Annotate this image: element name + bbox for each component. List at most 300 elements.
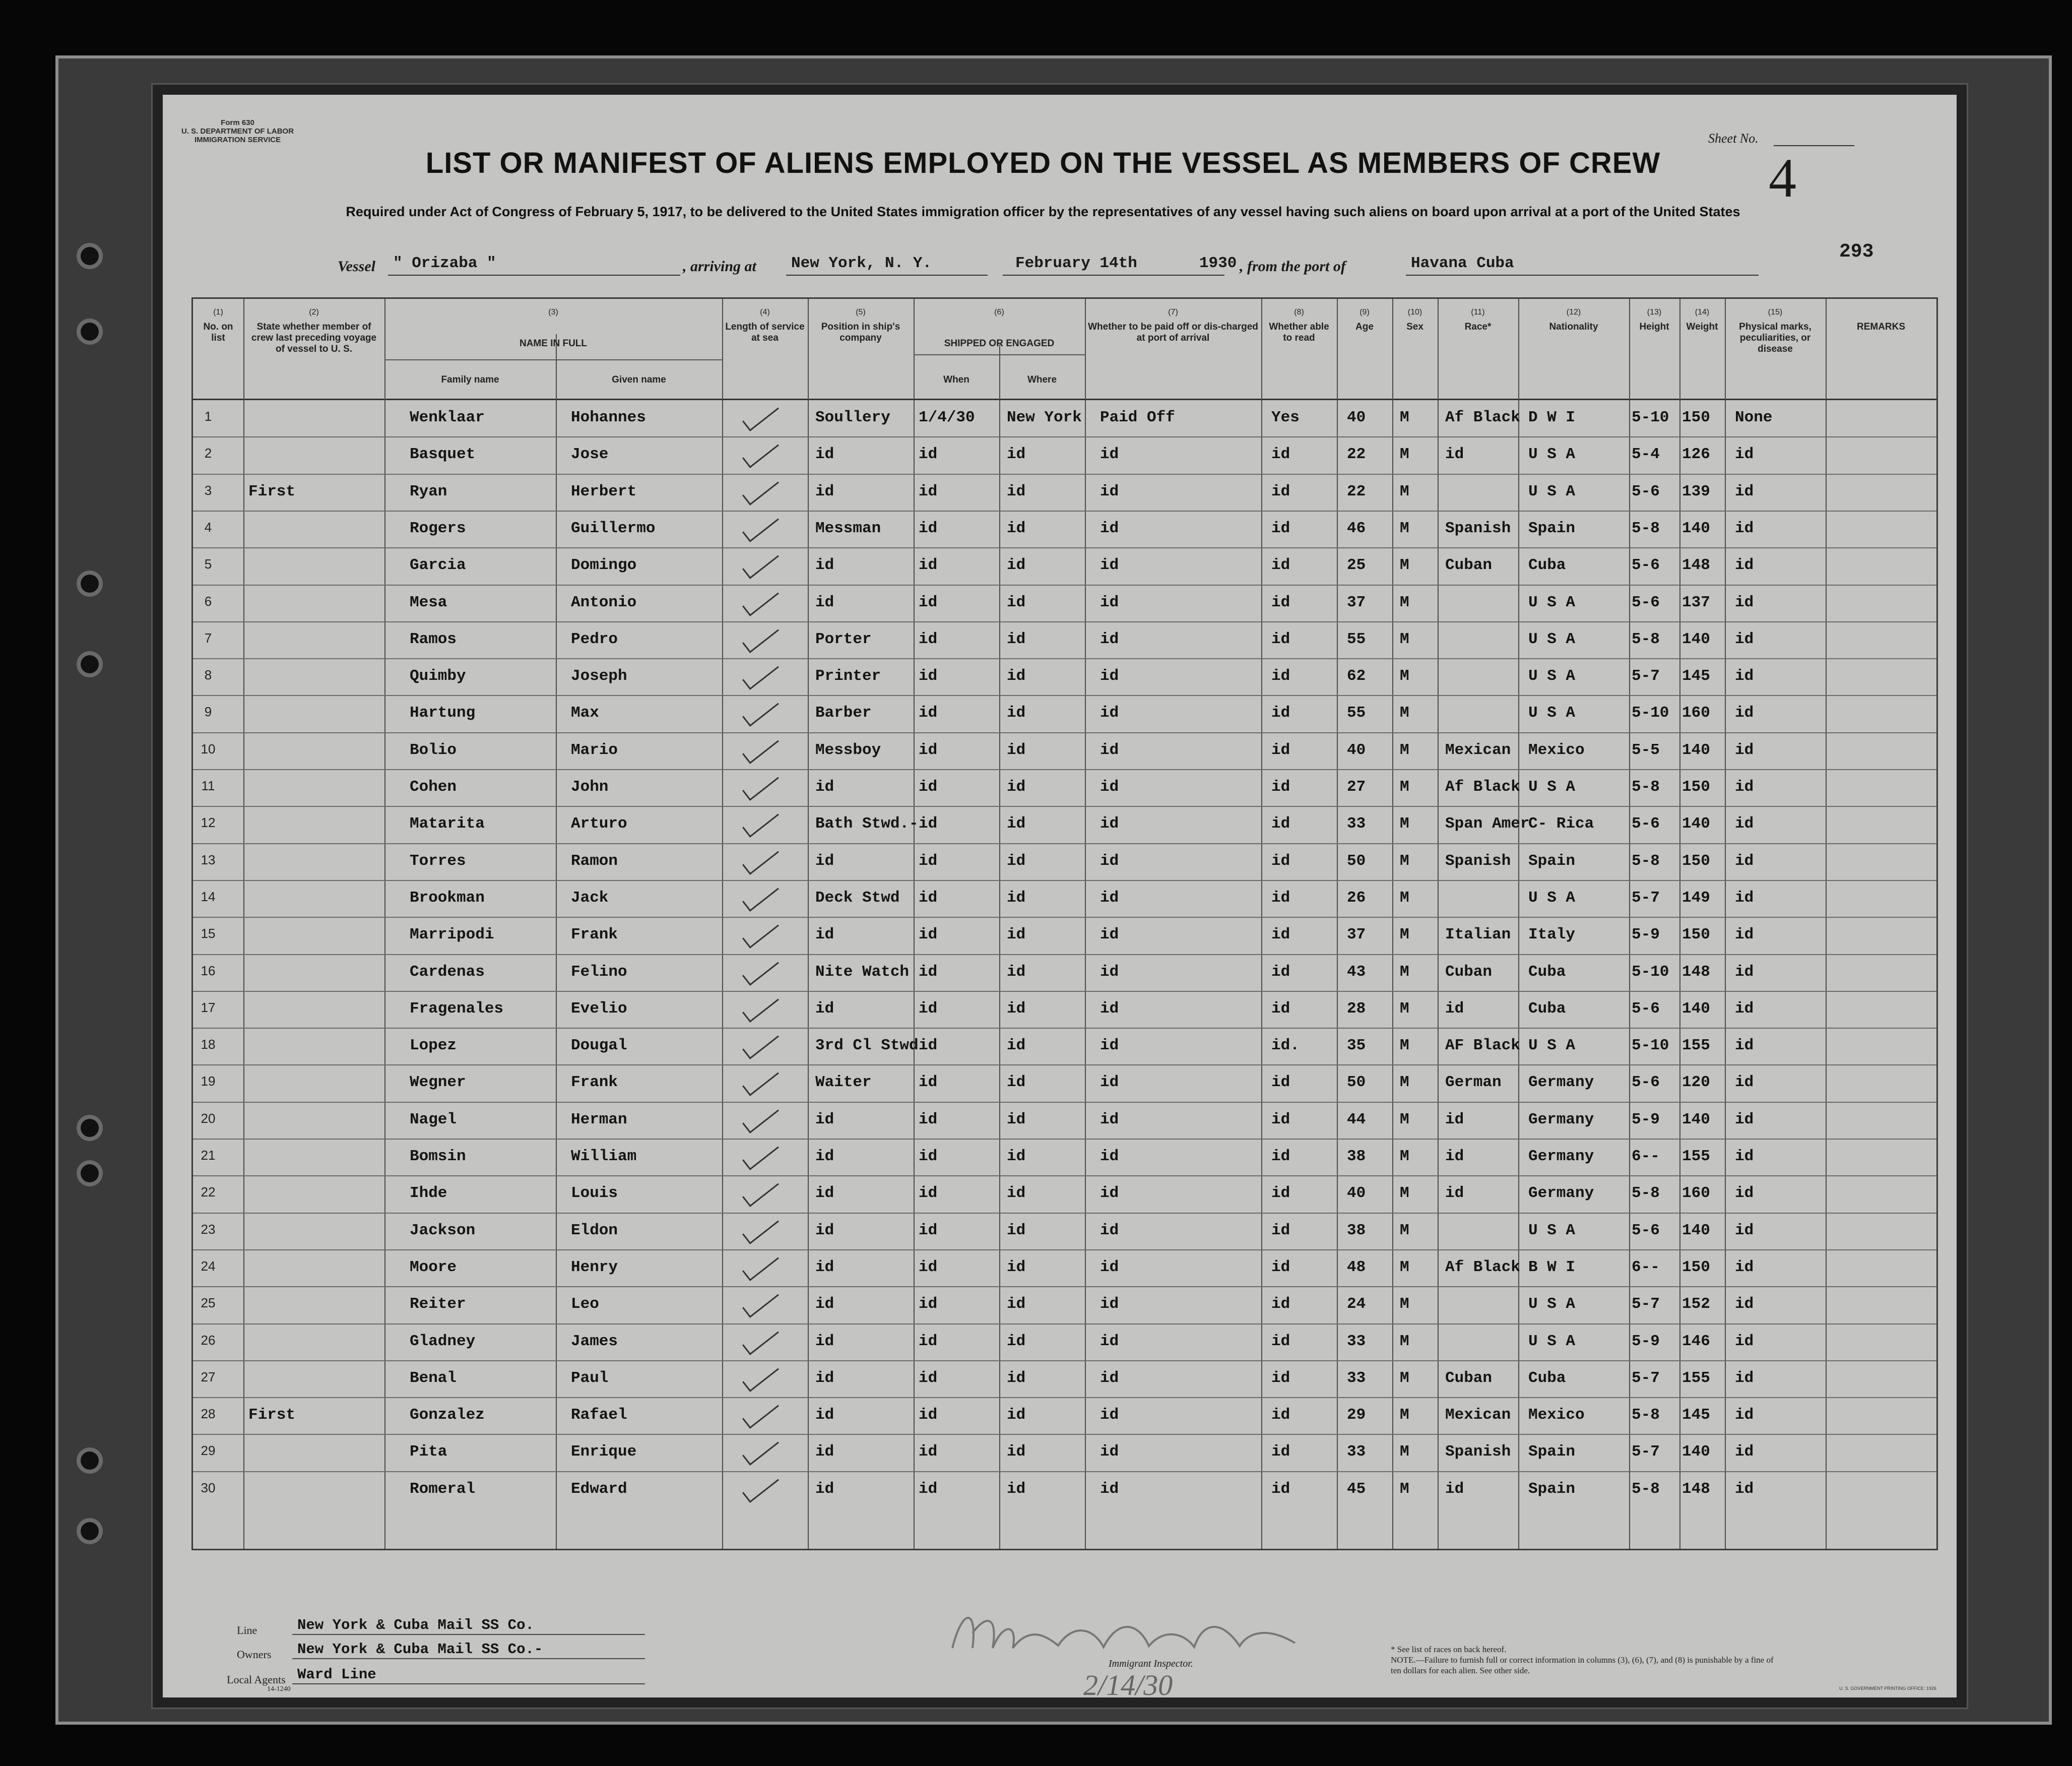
crew-where-cell: id — [1007, 1480, 1026, 1498]
crew-position-cell: Barber — [815, 704, 872, 722]
crew-nat-cell: B W I — [1528, 1258, 1576, 1276]
crew-position-cell: Soullery — [815, 409, 890, 426]
crew-nat-cell: Italy — [1528, 926, 1576, 944]
crew-sex-cell: M — [1400, 446, 1409, 464]
column-header: SHIPPED OR ENGAGED — [944, 338, 1055, 349]
crew-n-cell: 24 — [201, 1258, 216, 1274]
crew-position-cell: 3rd Cl Stwd — [815, 1037, 919, 1055]
arrival-date: February 14th — [1015, 255, 1137, 272]
check-mark — [742, 916, 779, 949]
crew-height-cell: 5-6 — [1632, 1221, 1660, 1239]
crew-weight-cell: 137 — [1682, 593, 1710, 611]
crew-n-cell: 25 — [201, 1295, 216, 1311]
check-mark — [742, 657, 779, 690]
crew-marks-cell: id — [1735, 778, 1754, 796]
row-divider — [193, 1102, 1936, 1103]
row-divider — [193, 1323, 1936, 1324]
crew-race-cell: id — [1445, 446, 1464, 464]
crew-n-cell: 27 — [201, 1369, 216, 1384]
crew-n-cell: 18 — [201, 1037, 216, 1052]
crew-nat-cell: U S A — [1528, 1295, 1576, 1313]
row-divider — [193, 880, 1936, 881]
footnote — [1391, 1644, 1774, 1676]
column-header: Whether to be paid off or dis-charged at port of arrival — [1088, 322, 1258, 343]
crew-position-cell: Printer — [815, 667, 881, 685]
crew-family-cell: Ramos — [410, 630, 457, 648]
crew-race-cell: German — [1445, 1074, 1502, 1092]
crew-where-cell: id — [1007, 741, 1026, 759]
crew-read-cell: id — [1271, 889, 1290, 907]
crew-age-cell: 33 — [1347, 1332, 1366, 1350]
crew-where-cell: id — [1007, 1074, 1026, 1092]
binder-hole — [81, 323, 99, 341]
crew-paid-cell: id — [1100, 1148, 1119, 1165]
crew-race-cell: id — [1445, 1148, 1464, 1165]
crew-marks-cell: id — [1735, 1037, 1754, 1055]
crew-paid-cell: id — [1100, 1406, 1119, 1424]
crew-sex-cell: M — [1400, 1295, 1409, 1313]
crew-given-cell: Eldon — [571, 1221, 618, 1239]
crew-height-cell: 5-7 — [1632, 889, 1660, 907]
row-divider — [193, 1064, 1936, 1065]
crew-n-cell: 11 — [201, 778, 215, 793]
crew-marks-cell: id — [1735, 1406, 1754, 1424]
crew-nat-cell: Germany — [1528, 1074, 1594, 1092]
crew-paid-cell: id — [1100, 852, 1119, 870]
crew-n-cell: 15 — [201, 926, 216, 941]
check-mark — [742, 584, 779, 616]
crew-nat-cell: U S A — [1528, 1037, 1576, 1055]
check-mark — [742, 620, 779, 653]
row-divider — [193, 1471, 1936, 1472]
check-mark — [742, 1212, 779, 1244]
form-number — [181, 118, 294, 144]
crew-family-cell: Matarita — [410, 815, 485, 833]
crew-family-cell: Bolio — [410, 741, 457, 759]
crew-n-cell: 29 — [201, 1443, 216, 1459]
crew-family-cell: Ryan — [410, 482, 447, 500]
crew-marks-cell: id — [1735, 999, 1754, 1018]
crew-height-cell: 5-10 — [1632, 704, 1669, 722]
check-mark — [742, 695, 779, 727]
crew-height-cell: 5-6 — [1632, 999, 1660, 1018]
column-divider — [1392, 299, 1393, 1549]
crew-weight-cell: 150 — [1682, 778, 1710, 796]
crew-marks-cell: id — [1735, 1369, 1754, 1387]
crew-where-cell: id — [1007, 926, 1026, 944]
crew-height-cell: 5-8 — [1632, 778, 1660, 796]
crew-weight-cell: 155 — [1682, 1037, 1710, 1055]
crew-family-cell: Cardenas — [410, 963, 485, 981]
crew-age-cell: 24 — [1347, 1295, 1366, 1313]
binder-hole — [81, 1522, 99, 1540]
line-label: Line — [237, 1624, 257, 1636]
check-mark — [742, 731, 779, 764]
crew-read-cell: id — [1271, 1369, 1290, 1387]
crew-weight-cell: 140 — [1682, 1221, 1710, 1239]
crew-race-cell: Af Black — [1445, 409, 1520, 426]
crew-height-cell: 5-9 — [1632, 1110, 1660, 1128]
crew-given-cell: Antonio — [571, 593, 637, 611]
vessel-underline — [388, 275, 680, 276]
crew-read-cell: id — [1271, 1148, 1290, 1165]
crew-given-cell: Herbert — [571, 482, 637, 500]
crew-family-cell: Lopez — [410, 1037, 457, 1055]
sheet-number-label: Sheet No. — [1708, 131, 1759, 146]
crew-n-cell: 23 — [201, 1221, 216, 1237]
crew-state-cell: First — [248, 1406, 296, 1424]
crew-height-cell: 5-9 — [1632, 926, 1660, 944]
crew-when-cell: id — [919, 593, 938, 611]
column-header: NAME IN FULL — [519, 338, 588, 349]
crew-nat-cell: U S A — [1528, 1332, 1576, 1350]
from-label: , from the port of — [1240, 258, 1346, 275]
crew-given-cell: Evelio — [571, 999, 627, 1018]
page-title: LIST OR MANIFEST OF ALIENS EMPLOYED ON THE VESSEL AS MEMBERS OF CREW — [425, 147, 1661, 179]
crew-family-cell: Rogers — [410, 519, 466, 537]
crew-n-cell: 30 — [201, 1480, 216, 1495]
column-number: (12) — [1566, 308, 1581, 317]
check-mark — [742, 435, 779, 468]
agents-underline — [292, 1683, 645, 1684]
crew-family-cell: Nagel — [410, 1110, 457, 1128]
crew-family-cell: Basquet — [410, 446, 476, 464]
check-mark — [742, 879, 779, 912]
crew-position-cell: id — [815, 1221, 834, 1239]
crew-position-cell: id — [815, 1369, 834, 1387]
crew-sex-cell: M — [1400, 1258, 1409, 1276]
row-divider — [193, 917, 1936, 918]
crew-marks-cell: id — [1735, 593, 1754, 611]
agents-label: Local Agents — [227, 1673, 286, 1686]
crew-height-cell: 5-6 — [1632, 593, 1660, 611]
binder-hole — [81, 655, 99, 673]
crew-paid-cell: id — [1100, 446, 1119, 464]
crew-read-cell: id — [1271, 556, 1290, 575]
crew-position-cell: id — [815, 1148, 834, 1165]
crew-position-cell: id — [815, 778, 834, 796]
crew-position-cell: Porter — [815, 630, 872, 648]
crew-read-cell: id — [1271, 593, 1290, 611]
crew-given-cell: Domingo — [571, 556, 637, 575]
column-divider — [384, 299, 385, 1549]
column-header: No. on list — [203, 322, 233, 343]
crew-race-cell: id — [1445, 999, 1464, 1018]
column-divider — [1629, 299, 1630, 1549]
crew-weight-cell: 140 — [1682, 999, 1710, 1018]
crew-nat-cell: Cuba — [1528, 999, 1566, 1018]
crew-state-cell: First — [248, 482, 296, 500]
crew-where-cell: id — [1007, 815, 1026, 833]
crew-sex-cell: M — [1400, 1148, 1409, 1165]
crew-paid-cell: id — [1100, 556, 1119, 575]
crew-marks-cell: id — [1735, 963, 1754, 981]
line-underline — [292, 1634, 645, 1635]
crew-age-cell: 45 — [1347, 1480, 1366, 1498]
crew-given-cell: Max — [571, 704, 599, 722]
crew-given-cell: Jack — [571, 889, 609, 907]
crew-family-cell: Garcia — [410, 556, 466, 575]
crew-nat-cell: D W I — [1528, 409, 1576, 426]
crew-paid-cell: id — [1100, 926, 1119, 944]
crew-sex-cell: M — [1400, 963, 1409, 981]
crew-race-cell: Spanish — [1445, 519, 1511, 537]
row-divider — [193, 658, 1936, 659]
service-line: IMMIGRATION SERVICE — [194, 136, 281, 144]
crew-paid-cell: id — [1100, 1369, 1119, 1387]
check-mark — [742, 1322, 779, 1355]
owners-value: New York & Cuba Mail SS Co.- — [297, 1641, 543, 1658]
crew-family-cell: Brookman — [410, 889, 485, 907]
crew-paid-cell: id — [1100, 1332, 1119, 1350]
crew-where-cell: id — [1007, 556, 1026, 575]
crew-weight-cell: 160 — [1682, 1184, 1710, 1203]
crew-family-cell: Torres — [410, 852, 466, 870]
column-header: Race* — [1464, 322, 1492, 332]
crew-marks-cell: id — [1735, 1184, 1754, 1203]
crew-age-cell: 37 — [1347, 926, 1366, 944]
crew-read-cell: id — [1271, 1258, 1290, 1276]
crew-nat-cell: Cuba — [1528, 556, 1566, 575]
crew-where-cell: id — [1007, 778, 1026, 796]
crew-height-cell: 5-7 — [1632, 1369, 1660, 1387]
crew-sex-cell: M — [1400, 704, 1409, 722]
column-divider — [1438, 299, 1439, 1549]
crew-given-cell: Ramon — [571, 852, 618, 870]
crew-sex-cell: M — [1400, 741, 1409, 759]
crew-height-cell: 5-4 — [1632, 446, 1660, 464]
crew-where-cell: id — [1007, 630, 1026, 648]
crew-marks-cell: id — [1735, 1110, 1754, 1128]
crew-read-cell: id — [1271, 1295, 1290, 1313]
column-subheader: Given name — [612, 374, 666, 385]
crew-given-cell: Dougal — [571, 1037, 627, 1055]
crew-n-cell: 10 — [201, 741, 216, 756]
column-header: Nationality — [1549, 322, 1598, 332]
row-divider — [193, 1360, 1936, 1361]
crew-position-cell: Waiter — [815, 1074, 872, 1092]
crew-nat-cell: U S A — [1528, 667, 1576, 685]
crew-read-cell: id — [1271, 999, 1290, 1018]
header-separator — [193, 399, 1936, 400]
crew-age-cell: 44 — [1347, 1110, 1366, 1128]
crew-height-cell: 5-7 — [1632, 1443, 1660, 1461]
crew-given-cell: Rafael — [571, 1406, 627, 1424]
check-mark — [742, 1396, 779, 1429]
signature-date: 2/14/30 — [1083, 1669, 1173, 1701]
crew-read-cell: id — [1271, 741, 1290, 759]
column-header: Weight — [1686, 322, 1718, 332]
crew-read-cell: id — [1271, 963, 1290, 981]
crew-height-cell: 5-8 — [1632, 630, 1660, 648]
crew-sex-cell: M — [1400, 1074, 1409, 1092]
crew-sex-cell: M — [1400, 999, 1409, 1018]
crew-paid-cell: id — [1100, 1480, 1119, 1498]
crew-when-cell: id — [919, 926, 938, 944]
crew-nat-cell: Cuba — [1528, 963, 1566, 981]
crew-weight-cell: 140 — [1682, 815, 1710, 833]
column-divider — [1826, 299, 1827, 1549]
crew-position-cell: id — [815, 1110, 834, 1128]
crew-height-cell: 5-6 — [1632, 482, 1660, 500]
crew-sex-cell: M — [1400, 889, 1409, 907]
crew-sex-cell: M — [1400, 667, 1409, 685]
crew-position-cell: id — [815, 1295, 834, 1313]
crew-family-cell: Jackson — [410, 1221, 476, 1239]
row-divider — [193, 991, 1936, 992]
crew-weight-cell: 150 — [1682, 409, 1710, 426]
binder-hole — [81, 247, 99, 265]
crew-age-cell: 55 — [1347, 630, 1366, 648]
crew-read-cell: id — [1271, 667, 1290, 685]
crew-n-cell: 5 — [204, 556, 212, 572]
crew-race-cell: Spanish — [1445, 1443, 1511, 1461]
crew-race-cell: Mexican — [1445, 741, 1511, 759]
crew-where-cell: id — [1007, 963, 1026, 981]
crew-family-cell: Cohen — [410, 778, 457, 796]
crew-age-cell: 22 — [1347, 446, 1366, 464]
crew-age-cell: 27 — [1347, 778, 1366, 796]
crew-age-cell: 40 — [1347, 741, 1366, 759]
crew-sex-cell: M — [1400, 630, 1409, 648]
crew-weight-cell: 155 — [1682, 1148, 1710, 1165]
crew-race-cell: AF Black — [1445, 1037, 1520, 1055]
crew-family-cell: Moore — [410, 1258, 457, 1276]
crew-sex-cell: M — [1400, 1332, 1409, 1350]
crew-nat-cell: Germany — [1528, 1184, 1594, 1203]
crew-paid-cell: id — [1100, 1184, 1119, 1203]
check-mark — [742, 1433, 779, 1466]
crew-where-cell: id — [1007, 1037, 1026, 1055]
crew-when-cell: id — [919, 1258, 938, 1276]
crew-paid-cell: id — [1100, 1443, 1119, 1461]
column-number: (2) — [309, 308, 319, 317]
crew-marks-cell: id — [1735, 741, 1754, 759]
crew-where-cell: id — [1007, 704, 1026, 722]
crew-weight-cell: 150 — [1682, 926, 1710, 944]
crew-race-cell: Af Black — [1445, 1258, 1520, 1276]
crew-marks-cell: id — [1735, 1148, 1754, 1165]
crew-height-cell: 5-8 — [1632, 852, 1660, 870]
check-mark — [742, 842, 779, 875]
sheet-number: 4 — [1769, 147, 1796, 209]
crew-where-cell: id — [1007, 1221, 1026, 1239]
column-divider — [914, 299, 915, 1549]
crew-sex-cell: M — [1400, 1221, 1409, 1239]
crew-where-cell: id — [1007, 1332, 1026, 1350]
crew-n-cell: 8 — [204, 667, 212, 683]
row-divider — [193, 732, 1936, 733]
binder-hole — [81, 1119, 99, 1137]
crew-sex-cell: M — [1400, 1443, 1409, 1461]
crew-nat-cell: U S A — [1528, 778, 1576, 796]
crew-nat-cell: U S A — [1528, 704, 1576, 722]
crew-weight-cell: 150 — [1682, 852, 1710, 870]
crew-read-cell: id — [1271, 446, 1290, 464]
crew-when-cell: id — [919, 667, 938, 685]
row-divider — [193, 547, 1936, 548]
crew-family-cell: Hartung — [410, 704, 476, 722]
crew-sex-cell: M — [1400, 815, 1409, 833]
crew-n-cell: 4 — [204, 519, 212, 535]
crew-position-cell: id — [815, 1184, 834, 1203]
crew-position-cell: id — [815, 556, 834, 575]
crew-where-cell: id — [1007, 446, 1026, 464]
column-number: (10) — [1407, 308, 1422, 317]
crew-weight-cell: 148 — [1682, 963, 1710, 981]
crew-sex-cell: M — [1400, 1480, 1409, 1498]
crew-paid-cell: id — [1100, 741, 1119, 759]
binder-hole — [81, 575, 99, 593]
crew-given-cell: Hohannes — [571, 409, 646, 426]
crew-given-cell: Enrique — [571, 1443, 637, 1461]
column-number: (8) — [1294, 308, 1304, 317]
column-number: (11) — [1471, 308, 1485, 317]
crew-weight-cell: 126 — [1682, 446, 1710, 464]
crew-sex-cell: M — [1400, 519, 1409, 537]
crew-weight-cell: 145 — [1682, 1406, 1710, 1424]
column-divider — [1085, 299, 1086, 1549]
crew-race-cell: Span Amer — [1445, 815, 1530, 833]
row-divider — [193, 1434, 1936, 1435]
column-number: (7) — [1168, 308, 1178, 317]
crew-sex-cell: M — [1400, 556, 1409, 575]
row-divider — [193, 1286, 1936, 1287]
crew-position-cell: id — [815, 999, 834, 1018]
crew-paid-cell: id — [1100, 704, 1119, 722]
crew-family-cell: Fragenales — [410, 999, 504, 1018]
crew-where-cell: id — [1007, 852, 1026, 870]
department-line: U. S. DEPARTMENT OF LABOR — [181, 127, 294, 136]
column-divider — [1679, 299, 1680, 1549]
crew-height-cell: 5-7 — [1632, 667, 1660, 685]
form-code: 14-1240 — [267, 1685, 291, 1693]
agents-value: Ward Line — [297, 1666, 376, 1683]
column-header: Length of service at sea — [725, 322, 805, 343]
crew-where-cell: id — [1007, 1258, 1026, 1276]
crew-paid-cell: id — [1100, 667, 1119, 685]
crew-marks-cell: id — [1735, 1258, 1754, 1276]
crew-n-cell: 22 — [201, 1184, 216, 1200]
crew-n-cell: 12 — [201, 815, 216, 831]
crew-given-cell: Guillermo — [571, 519, 656, 537]
crew-where-cell: id — [1007, 1184, 1026, 1203]
crew-race-cell: Italian — [1445, 926, 1511, 944]
crew-weight-cell: 152 — [1682, 1295, 1710, 1313]
crew-height-cell: 5-9 — [1632, 1332, 1660, 1350]
crew-read-cell: id — [1271, 1332, 1290, 1350]
crew-where-cell: id — [1007, 482, 1026, 500]
column-number: (9) — [1359, 308, 1370, 317]
binder-hole — [81, 1164, 99, 1182]
crew-age-cell: 40 — [1347, 1184, 1366, 1203]
crew-given-cell: Felino — [571, 963, 627, 981]
crew-given-cell: Frank — [571, 926, 618, 944]
crew-marks-cell: id — [1735, 889, 1754, 907]
crew-read-cell: id — [1271, 1221, 1290, 1239]
crew-weight-cell: 140 — [1682, 1110, 1710, 1128]
crew-nat-cell: Mexico — [1528, 1406, 1585, 1424]
crew-paid-cell: id — [1100, 482, 1119, 500]
crew-when-cell: id — [919, 741, 938, 759]
crew-marks-cell: id — [1735, 1332, 1754, 1350]
crew-when-cell: id — [919, 1184, 938, 1203]
crew-n-cell: 7 — [204, 630, 212, 646]
crew-sex-cell: M — [1400, 593, 1409, 611]
crew-where-cell: id — [1007, 1148, 1026, 1165]
crew-given-cell: Edward — [571, 1480, 627, 1498]
crew-marks-cell: id — [1735, 1480, 1754, 1498]
